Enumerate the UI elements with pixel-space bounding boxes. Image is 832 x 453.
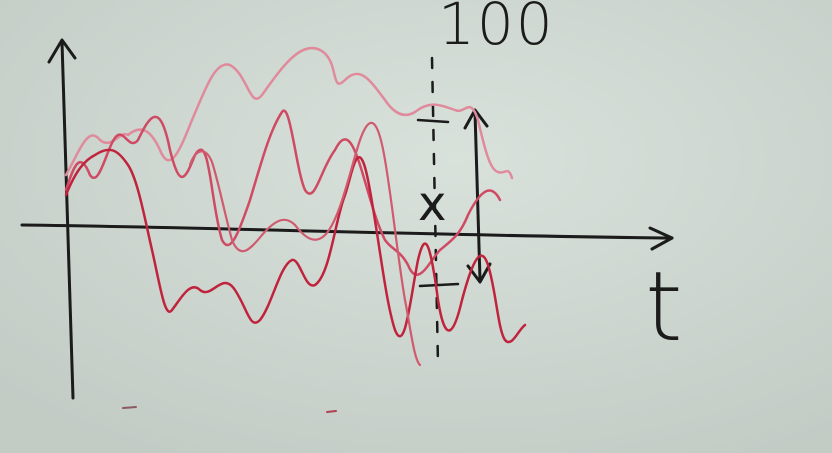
x-mark: x — [418, 176, 447, 232]
top-label-100: 100 — [438, 0, 555, 58]
axis-label-t: t — [645, 251, 683, 363]
